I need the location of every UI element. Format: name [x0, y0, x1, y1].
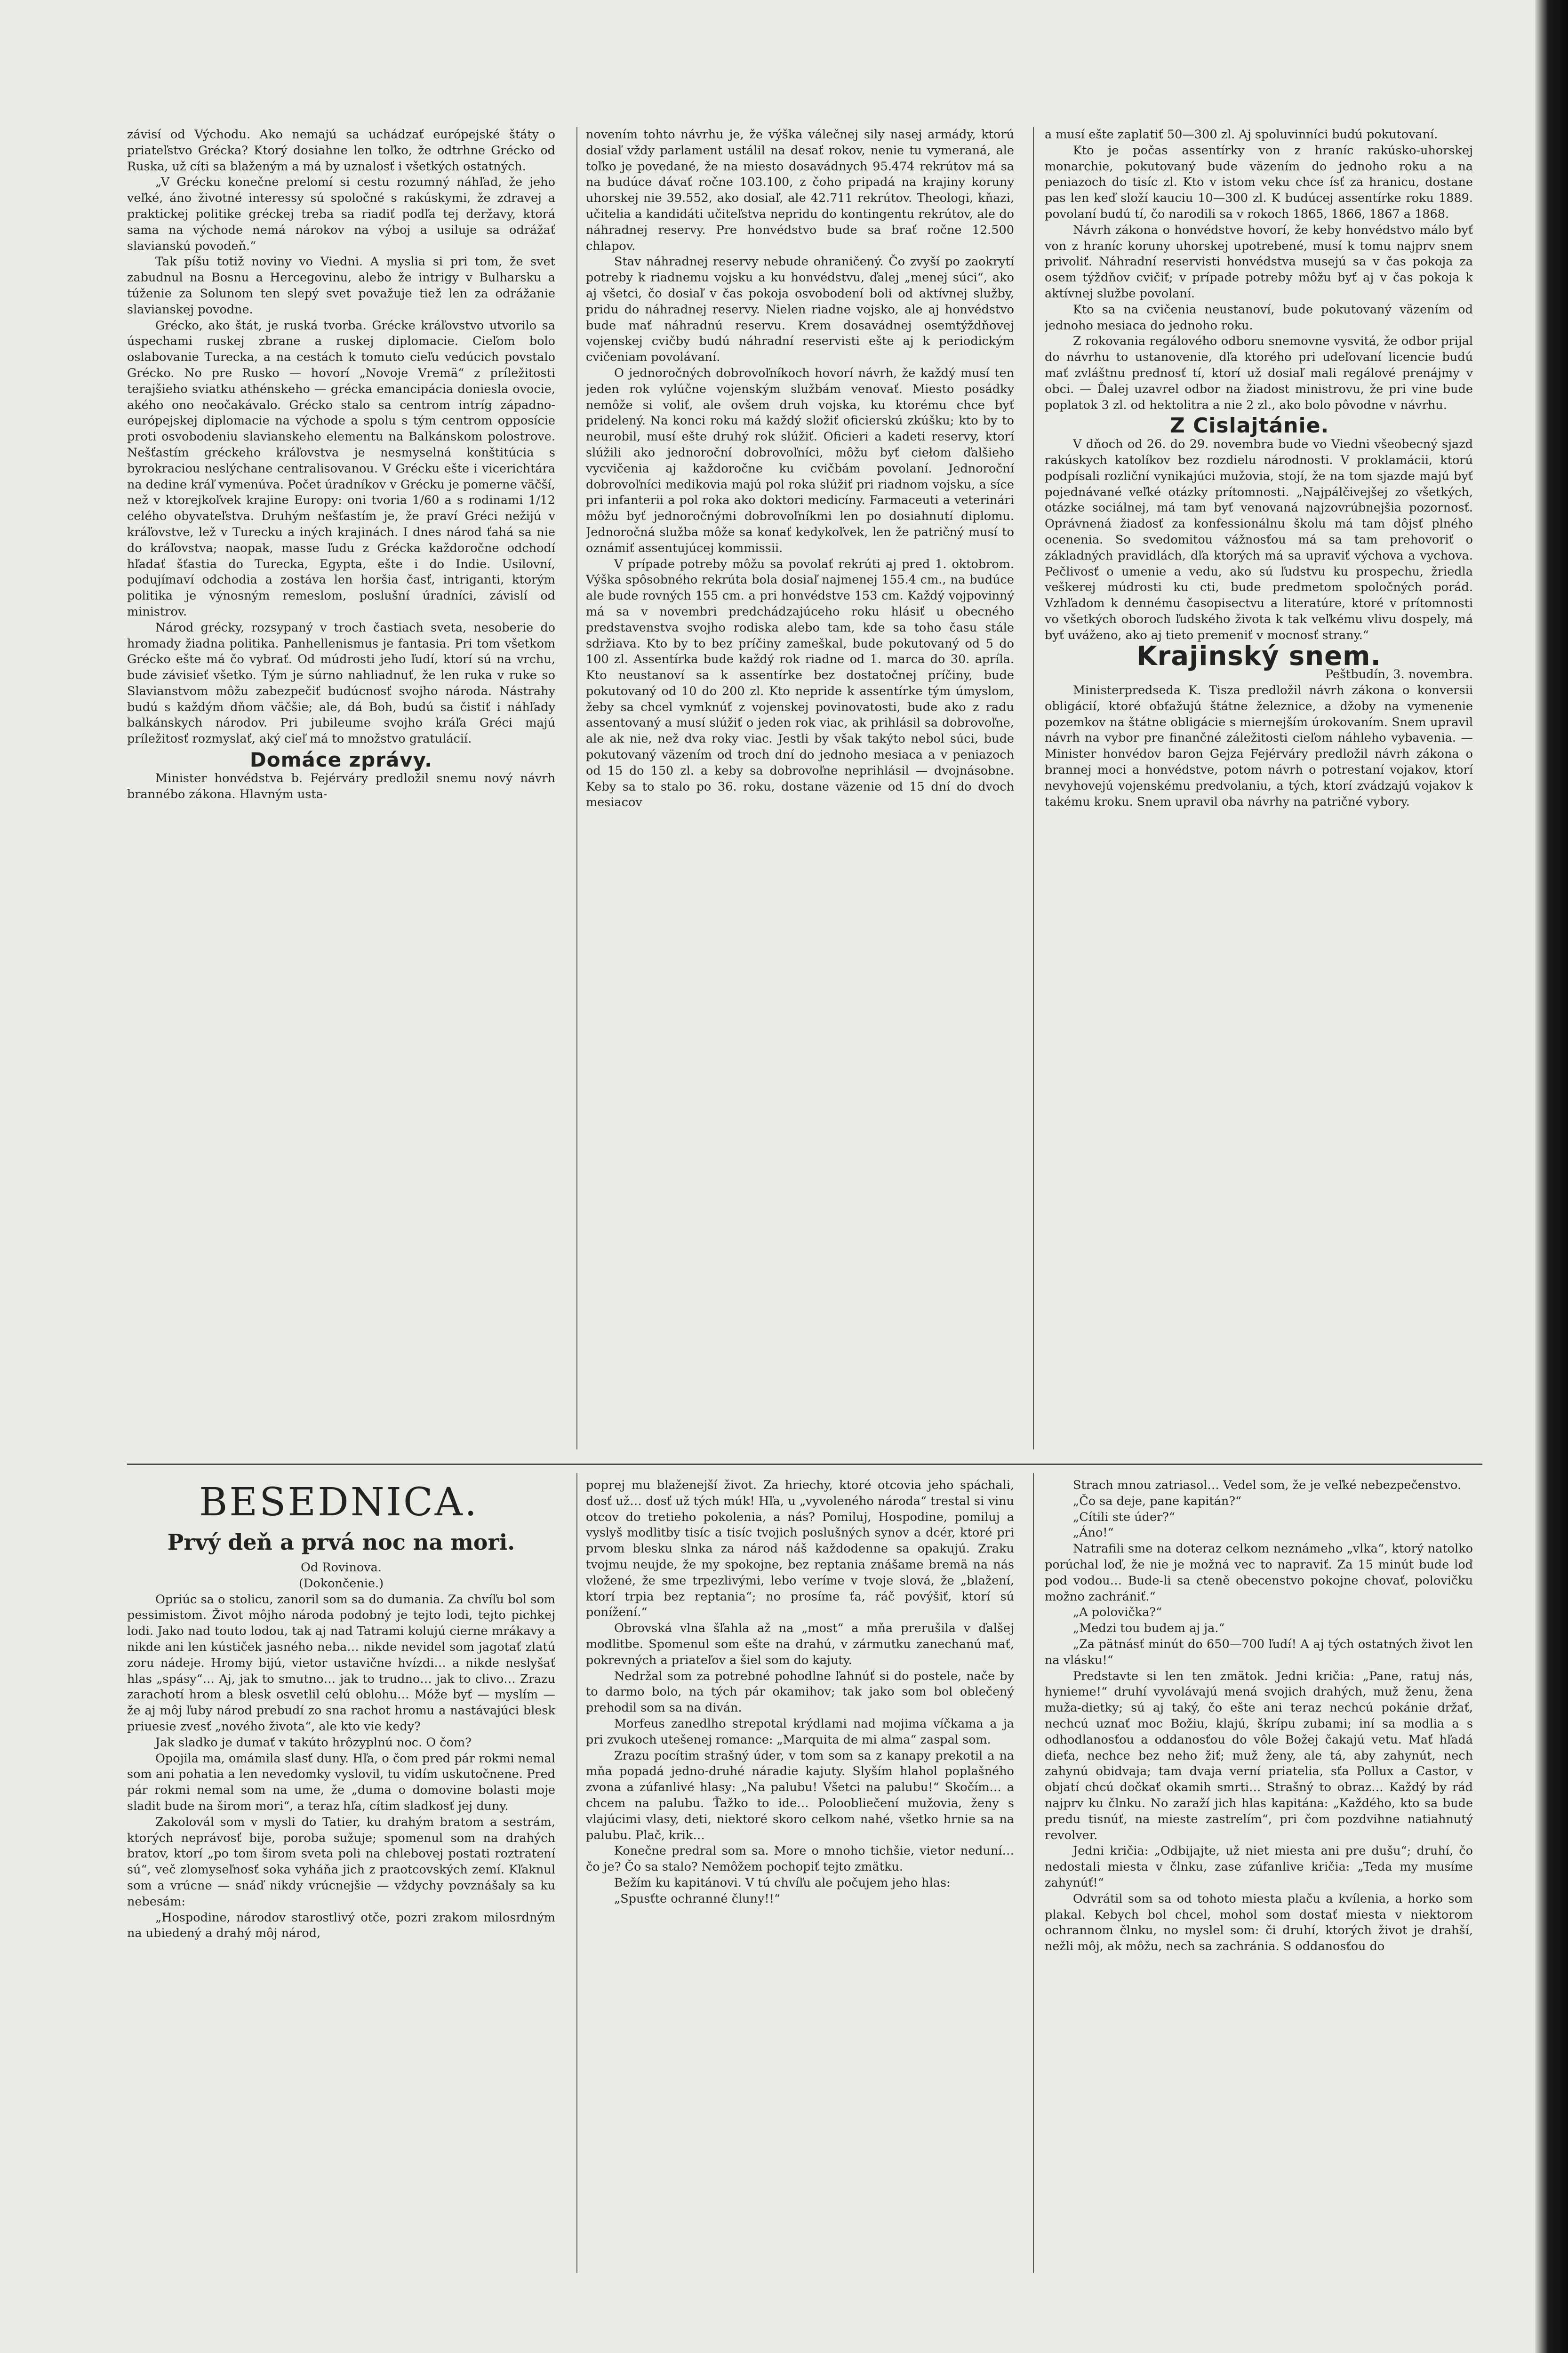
- paragraph: O jednoročných dobrovoľníkoch hovorí návrh, že každý musí ten jeden rok vylúčne vojenským službám venovať. Miesto posádky nemôže si voliť, ale ovšem druh vojska, ku ktorému chce byť pridelený. Na konci roku má každý složiť oficierskú zkúšku; kto by to neurobil, musí ešte druhý rok slúžiť. Oficieri a kadeti reservy, ktorí slúžili ako jednoroční dobrovoľníci, môžu byť ciełom ďalšieho vycvičenia aj každoročne ku cvičbám povolaní. Jednoroční dobrovoľníci medikovia majú pol roka slúžiť pri riadnom vojsku, a síce pri infanterii a pol roka ako doktori medicíny. Farmaceuti a veterinári môžu byť jednoročnými dobrovoľníkmi len po dosiahnutí diplomu. Jednoročná služba môže sa konať kedykoľvek, len že patričný musí to oznámiť assentujúcej kommissii.: [586, 366, 1014, 555]
- paragraph: „V Grécku konečne prelomí si cestu rozumný náhľad, že jeho veľké, áno životné interessy sú spoločné s rakúskymi, že zdravej a praktickej politike gréckej treba sa riadiť podľa tej deržavy, ktorá sama na východe nemá nárokov na výboj a usiluje sa odrážať slavianskú povodeň.“: [127, 175, 555, 253]
- column-rule-top-1: [576, 127, 577, 1449]
- feuilleton-subtitle: (Dokončenie.): [298, 1576, 384, 1591]
- paragraph: Jak sladko je dumať v takúto hrôzyplnú noc. O čom?: [155, 1735, 472, 1750]
- column-rule-bottom-1: [576, 1473, 577, 2273]
- section-heading-snem: Krajinský snem.: [1136, 640, 1381, 672]
- paragraph: a musí ešte zaplatiť 50—300 zl. Aj spoluvinníci budú pokutovaní.: [1045, 128, 1438, 142]
- top-column-1: [127, 127, 555, 1454]
- paragraph: Jedni kričia: „Odbijajte, už niet miesta ani pre dušu“; druhí, čo nedostali miesta v člnku, zase zúfanlive kričia: „Teda my musíme zahynúť!“: [1045, 1844, 1473, 1890]
- paragraph: Zakolovál som v mysli do Tatier, ku drahým bratom a sestrám, ktorých neprávosť bije, poroba sužuje; spomenul som na drahých bratov, ktorí „po tom širom sveta poli na chlebovej postati roztratení sú“, več zlomyseľnosť soka vyháňa jich z praotcovských zemí. Kľaknul som a vrúcne — snáď nikdy vrúcnejšie — vždychy povznášaly sa ku nebesám:: [127, 1815, 555, 1909]
- feuilleton-masthead: BESEDNICA.: [199, 1480, 479, 1525]
- paragraph: novením tohto návrhu je, že výška válečnej sily nasej armády, ktorú dosiaľ vždy parlament ustálil na desať rokov, nenie tu vymeraná, ale toľko je povedané, že na miesto dosavádnych 95.474 rekrútov má sa na budúce dávať ročne 103.100, z čoho pripadá na krajiny koruny uhorskej nie 39.552, ako dosiaľ, ale 42.711 rekrútov. Theologi, kňazi, učitelia a kandidáti učiteľstva nepridu do kontingentu rekrútov, ale do náhradnej reservy. Pre honvédstvo bude sa brať ročne 12.500 chlapov.: [586, 128, 1014, 253]
- paragraph: Ministerpredseda K. Tisza predložil návrh zákona o konversii obligácií, ktoré obťažujú štátne železnice, a džoby na vymenenie pozemkov na štátne obligácie s miernejším úrokovaním. Snem upravil návrh na vybor pre finančné záležitosti cieľom náhleho vybavenia. — Minister honvédov baron Gejza Fejérváry predložil návrh zákona o brannej moci a honvédstve, potom návrh o potrestaní vojakov, ktorí nevyhovejú vojenskému predvolaniu, a tých, ktorí zvádzajú vojakov k takému kroku. Snem upravil oba návrhy na patričné vybory.: [1045, 683, 1473, 809]
- feuilleton-column-1: [127, 1560, 555, 2271]
- feuilleton-column-2: [586, 1478, 1014, 2271]
- paragraph: Návrh zákona o honvédstve hovorí, že keby honvédstvo málo byť von z hraníc koruny uhorskej upotrebené, musí k tomu najprv snem privoliť. Náhradní reservisti honvédstva musejú sa v čas pokoja za osem týždňov cvičiť; v prípade potreby môžu byť aj v čas pokoja k aktívnej službe povolaní.: [1045, 223, 1473, 301]
- dateline: Peštbudín, 3. novembra.: [1325, 667, 1473, 682]
- column-rule-top-2: [1033, 127, 1034, 1449]
- paragraph: Nedržal som za potrebné pohodlne ľahnúť si do postele, nače by to darmo bolo, na tých pár okamihov; tak jako som bol oblečený prehodil som sa na diván.: [586, 1669, 1014, 1715]
- top-column-3: [1045, 127, 1473, 1454]
- paragraph: Z rokovania regálového odboru snemovne vysvitá, že odbor prijal do návrhu to ustanovenie, dľa ktorého pri udeľovaní licencie budú mať zvláštnu prednosť tí, ktorí už dosiaľ mali regálové prenájmy v obci. — Ďalej uzavrel odbor na žiadost ministrovu, že pri vine bude poplatok 3 zl. od hektolitra a nie 2 zl., ako bolo pôvodne v návrhu.: [1045, 334, 1473, 412]
- paragraph: „Medzi tou budem aj ja.“: [1073, 1621, 1225, 1636]
- paragraph: Národ grécky, rozsypaný v troch častiach sveta, nesoberie do hromady žiadna politika. Panhellenismus je fantasia. Pri tom všetkom Grécko ešte má čo vybrať. Od múdrosti jeho ľudí, ktorí sú na vrchu, bude závisieť všetko. Tým je súrno nahliadnuť, že len ruka v ruke so Slavianstvom môžu zabezpečiť budúcnosť svojho národa. Nástrahy budú s každým dňom väčšie; ale, dá Boh, budú sa čistiť i náhľady balkánskych národov. Pri jubileume svojho kráľa Gréci majú príležitosť rozmyslať, aký cieľ má to množstvo gratulácií.: [127, 620, 555, 746]
- paragraph: Obrovská vlna šľahla až na „most“ a mňa prerušila v ďalšej modlitbe. Spomenul som ešte na drahú, v zármutku zanechanú mať, pokrevných a priateľov a šiel som do kajuty.: [586, 1621, 1014, 1667]
- section-heading-cislajtania: Z Cislajtánie.: [1169, 414, 1329, 438]
- paragraph: „Áno!“: [1073, 1526, 1114, 1540]
- paragraph: Predstavte si len ten zmätok. Jedni kričia: „Pane, ratuj nás, hynieme!“ druhí vyvolávajú mená svojich drahých, muž ženu, žena muža-dietky; sú aj taký, čo ešte ani teraz nechcú pokánie držať, nechcú uznať moc Božiu, klajú, škrípu zubami; iní sa modlia a s odhodlanosťou a oddanosťou do vôle Božej čakajú vetu. Mať hľadá dieťa, nechce bez neho žiť; muž ženy, ale tá, aby zahynút, nech zahynú obidvaja; tam dvaja verní priatelia, sťa Pollux a Castor, v objatí chcú dočkať okamih smrti… Strašný to obraz… Každý by rád najprv ku člnku. No zaraží jich hlas kapitána: „Každého, kto sa bude predu tisnúť, na mieste zastrelím“, pri čom pozdvihne natiahnutý revolver.: [1045, 1669, 1473, 1842]
- paragraph: Kto je počas assentírky von z hraníc rakúsko-uhorskej monarchie, pokutovaný bude väzením do jednoho roku a na peniazoch do tisíc zl. Kto v istom veku chce ísť za hranicu, dostane pas len keď složí kauciu 10—300 zl. K budúcej assentírke roku 1889. povolaní budú tí, čo narodili sa v rokoch 1865, 1866, 1867 a 1868.: [1045, 143, 1473, 221]
- paragraph: Odvrátil som sa od tohoto miesta plaču a kvílenia, a horko som plakal. Kebych bol chcel, mohol som dostať miesta v niektorom ochrannom člnku, no myslel som: či druhí, ktorých život je drahší, nežli môj, ak môžu, nech sa zachránia. S oddanosťou do: [1045, 1891, 1473, 1954]
- feuilleton-column-3: [1045, 1478, 1473, 2271]
- paragraph: Tak píšu totiž noviny vo Viedni. A myslia si pri tom, že svet zabudnul na Bosnu a Hercegovinu, alebo že intrigy v Bulharsku a túženie za Solunom ten slepý svet považuje tiež len za odrážanie slavianskej povodne.: [127, 255, 555, 317]
- paragraph: V prípade potreby môžu sa povolať rekrúti aj pred 1. oktobrom. Výška spôsobného rekrúta bola dosiaľ najmenej 155.4 cm., na budúce ale bude rovných 155 cm. a pri honvédstve 153 cm. Každý vojpovinný má sa v novembri predchádzajúceho roku hlásiť u obecného predstavenstva svojho rodiska alebo tam, kde sa toho času stále sdržiava. Kto by to bez príčiny zameškal, bude pokutovaný od 5 do 100 zl. Assentírka bude každý rok riadne od 1. marca do 30. apríla. Kto neustanoví sa k assentírke bez dostatočnej príčiny, bude pokutovaný od 10 do 200 zl. Kto nepride k assentírke tým úmyslom, žeby sa chcel vymknúť z vojenskej povinovatosti, bude ako z radu assentovaný a musí slúžiť o jeden rok viac, ak prihlásil sa dobrovoľne, ale ak nie, než dva roky viac. Jestli by však takýto nebol súci, bude pokutovaný väzením od troch dní do jednoho mesiaca a v peniazoch od 15 do 150 zl. a keby sa dobrovoľne neprihlásil — dvojnásobne. Keby sa to stalo po 36. roku, dostane väzenie od 15 dní do dvoch mesiacov: [586, 557, 1014, 810]
- newspaper-page: [127, 127, 1482, 2273]
- paragraph: poprej mu blaženejší život. Za hriechy, ktoré otcovia jeho spáchali, dosť už… dosť už tých múk! Hľa, u „vyvoleného národa“ trestal si vinu otcov do tretieho pokolenia, a nás? Pomiluj, Hospodine, pomiluj a vyslyš modlitby tisíc a tisíc tvojich poslušných synov a dcér, ktoré pri prvom blesku slnka za národ náš každodenne sa opakujú. Zraku tvojmu neujde, že my spokojne, bez reptania znášame bremä na nás vložené, že sme trpezlivými, lebo veríme v tvoje slová, že „blažení, ktorí trpia bez reptania“; no prosíme ťa, ráč povýšiť, ktorí sú ponížení.“: [586, 1478, 1014, 1620]
- paragraph: Kto sa na cvičenia neustanoví, bude pokutovaný väzením od jednoho mesiaca do jednoho roku.: [1045, 302, 1473, 333]
- paragraph: „Čo sa deje, pane kapitán?“: [1073, 1494, 1242, 1508]
- paragraph: Minister honvédstva b. Fejérváry predložil snemu nový návrh brannébo zákona. Hlavným usta-: [127, 771, 555, 801]
- paragraph: Opriúc sa o stolicu, zanoril som sa do dumania. Za chvíľu bol som pessimistom. Život môjho národa podobný je tejto lodi, tejto pichkej lodi. Jako nad touto lodou, tak aj nad Tatrami kolujú cierne mrákavy a nikde ani len kústiček jasného neba… nikde nevidel som jagotať zlatú zoru nádeje. Hromy bijú, vietor ustavične hvízdi… a nikde neslyšať hlas „spásy“… Aj, jak to smutno… jak to trudno… jak to clivo… Zrazu zarachotí hrom a blesk osvetlil celú oblohu… Móže byť — myslím — že aj môj ľuby národ prebudí zo sna rachot hromu a nastávajúci blesk priuesie zvesť „nového života“, ale kto vie kedy?: [127, 1592, 555, 1734]
- feuilleton-author: Od Rovinova.: [301, 1561, 382, 1575]
- paragraph: „Za pätnásť minút do 650—700 ľudí! A aj tých ostatných život len na vlásku!“: [1045, 1637, 1473, 1667]
- paragraph: „A polovička?“: [1073, 1605, 1162, 1620]
- paragraph: Bežím ku kapitánovi. V tú chvíľu ale počujem jeho hlas:: [614, 1875, 951, 1890]
- paragraph: „Spusťte ochranné čluny!!“: [614, 1891, 780, 1906]
- paragraph: Strach mnou zatriasol… Vedel som, že je veľké nebezpečenstvo.: [1073, 1478, 1462, 1492]
- feuilleton-title: Prvý deň a prvá noc na mori.: [167, 1529, 515, 1555]
- paragraph: závisí od Východu. Ako nemajú sa uchádzať európejské štáty o priateľstvo Grécka? Ktorý dosiahne len toľko, že odtrhne Grécko od Ruska, už cíti sa blaženým a má by uznalosť i všetkých ostatných.: [127, 128, 555, 174]
- feuilleton-divider: [127, 1464, 1482, 1465]
- page-edge-shadow: [1535, 0, 1568, 2353]
- section-heading-domace: Domáce zprávy.: [249, 748, 433, 772]
- paragraph: Stav náhradnej reservy nebude ohraničený. Čo zvyší po zaokrytí potreby k riadnemu vojsku a ku honvédstvu, ďalej „menej súci“, ako aj všetci, čo dosiaľ v čas pokoja osvobodení boli od aktívnej služby, pridu do náhradnej reservy. Nielen riadne vojsko, ale aj honvédstvo bude mať náhradnú reservu. Krem dosavádnej osemtýždňovej vojenskej cvičby budú náhradní reservisti ešte aj k periodickým cvičeniam povolávaní.: [586, 255, 1014, 365]
- paragraph: „Cítili ste úder?“: [1073, 1510, 1175, 1524]
- paragraph: Zrazu pocítim strašný úder, v tom som sa z kanapy prekotil a na mňa popadá jedno-druhé náradie kajuty. Slyším hlahol poplašného zvona a zúfanlivé hlasy: „Na palubu! Všetci na palubu!“ Skočím… a chcem na palubu. Ťažko to ide… Poloobliečení mužovia, ženy s vlajúcimi vlasy, deti, niektoré skoro celkom nahé, všetko hrnie sa na palubu. Plač, krik…: [586, 1748, 1014, 1842]
- top-column-2: [586, 127, 1014, 1454]
- paragraph: Natrafili sme na doteraz celkom neznámeho „vlka“, ktorý natolko porúchal loď, že nie je možná vec to napraviť. Za 15 minút bude loď pod vodou… Bude-li sa cteně obecenstvo pokojne chovať, polovičku možno zachrániť.“: [1045, 1542, 1473, 1604]
- paragraph: „Hospodine, národov starostlivý otče, pozri zrakom milosrdným na ubiedený a drahý môj národ,: [127, 1910, 555, 1941]
- paragraph: Grécko, ako štát, je ruská tvorba. Grécke kráľovstvo utvorilo sa úspechami ruskej zbrane a ruskej diplomacie. Cieľom bolo oslabovanie Turecka, a na cestách k tomuto cieľu vedúcich povstalo Grécko. No pre Rusko — hovorí „Novoje Vremä“ z príležitosti terajšieho sviatku athénskeho — grécka emancipácia doniesla ovocie, akého ono neočakávalo. Grécko stalo sa centrom intríg západno-európejskej diplomacie na východe a spolu s tým centrom opposície proti osvobodeniu slavianskeho elementu na Balkánskom polostrove. Nešťastím gréckeho kráľovstva je nesmyselná konštitúcia s byrokraciou neslýchane centralisovanou. V Grécku ešte i vicerichtára na dedine kráľ vymenúva. Počet úradníkov v Grécku je pomerne väčší, než v ktorejkoľvek krajine Europy: oni tvoria 1/60 a s rodinami 1/12 celého obyvateľstva. Druhým nešťastím je, že praví Gréci nežijú v kráľovstve, lež v Turecku a iných krajinách. I dnes národ ťahá sa nie do kráľovstva; naopak, masse ľudu z Grécka každoročne odchodí hľadať šťastia do Turecka, Egypta, ešte i do Indie. Usilovní, podujímaví odchodia a zostáva len horšia časť, intriganti, ktorým politika je výnosným remeslom, poslušní úradníci, závislí od ministrov.: [127, 318, 555, 619]
- paragraph: V dňoch od 26. do 29. novembra bude vo Viedni všeobecný sjazd rakúskych katolíkov bez rozdielu národnosti. V proklamácii, ktorú podpísali rozliční vynikajúci mužovia, stojí, že na tom sjazde majú byť pojednávané veľké otázky prítomnosti. „Najpálčivejšej zo všetkých, otázke sociálnej, má tam byť venovaná najzovrúbnejšia pozornosť. Oprávnená žiadosť za konfessionálnu školu má tam dôjsť plného ocenenia. So svedomitou vážnosťou má sa tam prehovoriť o základných pravidlách, dľa ktorých má sa upraviť výchova a vychova. Pečlivosť o umenie a vedu, ako sú ľudstvu ku prospechu, žriedla veškerej múdrosti ku cti, bude predmetom spoločných porád. Vzhľadom k dennému časopisectvu a literatúre, ktoré v prítomnosti vo všetkých oboroch ľudského života k tak veľkému vlivu dospely, má byť uváženo, ako aj tieto premeniť v mocnosť strany.“: [1045, 437, 1473, 642]
- paragraph: Konečne predral som sa. More o mnoho tichšie, vietor neduní… čo je? Čo sa stalo? Nemôžem pochopiť tejto zmätku.: [586, 1844, 1014, 1874]
- column-rule-bottom-2: [1033, 1473, 1034, 2273]
- paragraph: Morfeus zanedlho strepotal krýdlami nad mojima víčkama a ja pri zvukoch utešenej romance: „Marquita de mi alma“ zaspal som.: [586, 1716, 1014, 1747]
- paragraph: Opojila ma, omámila slasť duny. Hľa, o čom pred pár rokmi nemal som ani pohatia a len nevedomky vyslovil, tu vidím uskutočnene. Pred pár rokmi nemal som na ume, že „duma o domovine bolasti moje sladit bude na širom mori“, a teraz hľa, cítim sladkosť jej duny.: [127, 1751, 555, 1813]
